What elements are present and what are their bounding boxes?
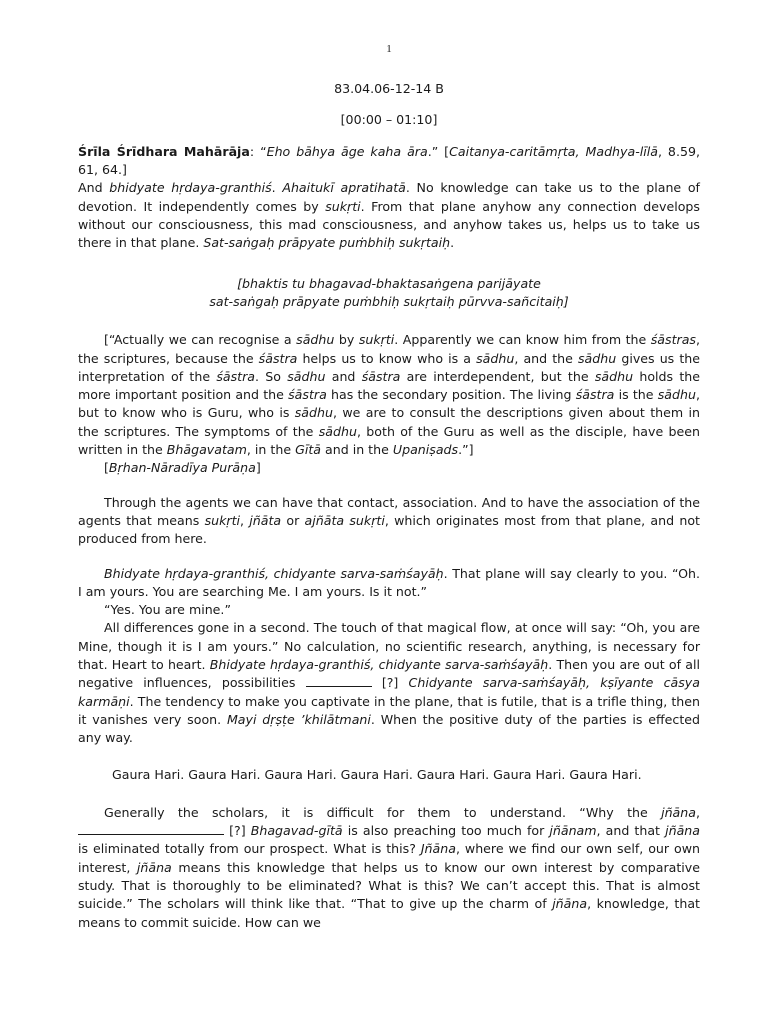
verse-line-2: sat-saṅgaḥ prāpyate puṁbhiḥ sukṛtaiḥ pūrvva-sañcitaiḥ]	[209, 293, 569, 309]
verse-line-1: [bhaktis tu bhagavad-bhaktasaṅgena parijāyate	[237, 275, 541, 291]
gaura-hari-line: Gaura Hari. Gaura Hari. Gaura Hari. Gaura Hari. Gaura Hari. Gaura Hari. Gaura Hari.	[112, 766, 642, 782]
paragraph-agents: Through the agents we can have that contact, association. And to have the association of the agents that means sukṛti, jñāta or ajñāta sukṛti, which originates most from that plane, and not produced from here.	[78, 494, 700, 547]
blank-line	[306, 675, 372, 687]
speaker-name: Śrīla Śrīdhara Mahārāja	[78, 143, 250, 159]
paragraph-scholars: Generally the scholars, it is difficult for them to understand. “Why the jñāna, [?] Bhagavad-gītā is also preaching too much for jñānam, and that jñāna is eliminated totally from our prospect. What is this? Jñāna, where we find our own self, our own interest, jñāna means this knowledge that helps us to know our own interest by comparative study. That is thoroughly to be eliminated? What is this? We can’t accept this. That is almost suicide.” The scholars will think like that. “That to give up the charm of jñāna, knowledge, that means to commit suicide. How can we	[78, 804, 701, 930]
paragraph-opening: Śrīla Śrīdhara Mahārāja: “Eho bāhya āge kaha āra.” [Caitanya-caritāmṛta, Madhya-līlā, 8.59, 61, 64.]	[78, 143, 700, 178]
page-number: 1	[386, 43, 392, 55]
blank-line	[78, 823, 224, 835]
paragraph-yes: “Yes. You are mine.”	[104, 602, 231, 618]
paragraph-sadhu-sastra: [“Actually we can recognise a sādhu by sukṛti. Apparently we can know him from the śāstras, the scriptures, because the śāstra helps us to know who is a sādhu, and the sādhu gives us the interpretation of the śāstra. So sādhu and śāstra are interdependent, but the sādhu holds the more important position and the śāstra has the secondary position. The living śāstra is the sādhu, but to know who is Guru, who is sādhu, we are to consult the descriptions given about them in the scriptures. The symptoms of the sādhu, both of the Guru as well as the disciple, have been written in the Bhāgavatam, in the Gītā and in the Upaniṣads.”]	[78, 332, 701, 458]
document-page	[78, 40, 700, 932]
paragraph-chidyante: Bhidyate hṛdaya-granthiś, chidyante sarva-saṁśayāḥ. That plane will say clearly to you. “Oh. I am yours. You are searching Me. I am yours. Is it not.”	[78, 565, 700, 599]
timecode: [00:00 – 01:10]	[340, 111, 438, 127]
verse-quote	[78, 275, 700, 312]
paragraph-differences: All differences gone in a second. The touch of that magical flow, at once will say: “Oh, you are Mine, though it is I am yours.” No calculation, no scientific research, anything, is necessary for that. Heart to heart. Bhidyate hṛdaya-granthiś, chidyante sarva-saṁśayāḥ. Then you are out of all negative influences, possibilities [?] Chidyante sarva-saṁśayāḥ, kṣīyante cāsya karmāṇi. The tendency to make you captivate in the plane, that is futile, that is a trifle thing, then it vanishes very soon. Mayi dṛṣṭe ’khilātmani. When the positive duty of the parties is effected any way.	[78, 620, 700, 746]
paragraph-bhidyate: And bhidyate hṛdaya-granthiś. Ahaitukī apratihatā. No knowledge can take us to the plane of devotion. It independently comes by sukṛti. From that plane anyhow any connection develops without our consciousness, this mad consciousness, and anyhow takes us, helps us to take us there in that plane. Sat-saṅgaḥ prāpyate puṁbhiḥ sukṛtaiḥ.	[78, 180, 700, 251]
reference-line: [Bṛhan-Nāradīya Purāṇa]	[104, 460, 261, 476]
reference-title: Bṛhan-Nāradīya Purāṇa	[108, 460, 256, 476]
recording-code: 83.04.06-12-14 B	[334, 81, 444, 97]
